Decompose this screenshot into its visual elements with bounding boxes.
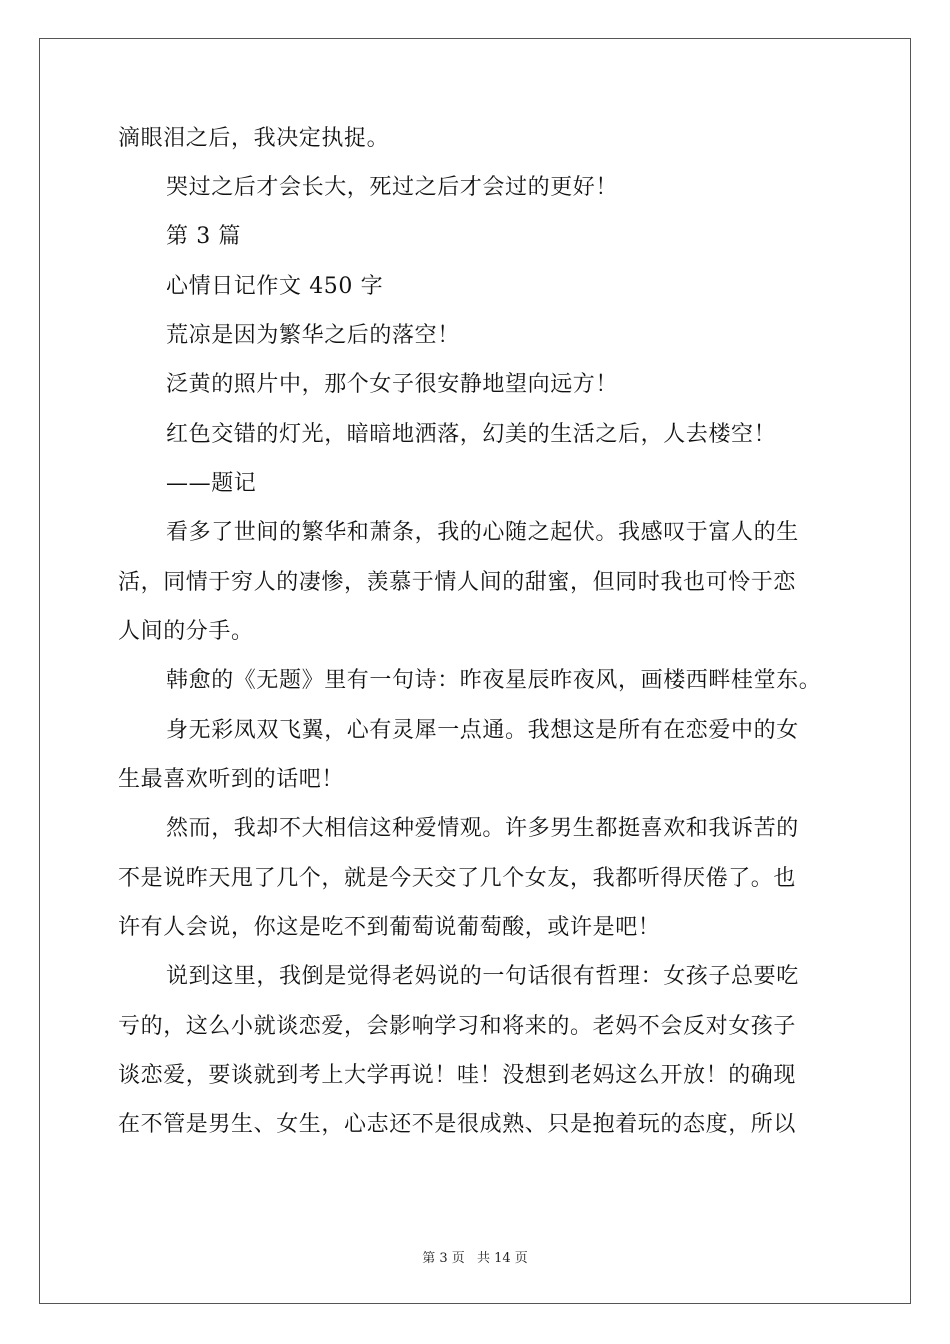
text-line: 生最喜欢听到的话吧！ xyxy=(118,767,345,792)
text-line: 红色交错的灯光，暗暗地洒落，幻美的生活之后，人去楼空！ xyxy=(166,422,777,447)
text-line: 韩愈的《无题》里有一句诗：昨夜星辰昨夜风，画楼西畔桂堂东。 xyxy=(166,668,822,693)
text-line: 第 3 篇 xyxy=(166,224,241,249)
page-footer xyxy=(0,1247,950,1266)
text-line: 说到这里，我倒是觉得老妈说的一句话很有哲理：女孩子总要吃 xyxy=(166,964,799,989)
text-line: 身无彩凤双飞翼，心有灵犀一点通。我想这是所有在恋爱中的女 xyxy=(166,718,799,743)
text-line: 活，同情于穷人的凄惨，羡慕于情人间的甜蜜，但同时我也可怜于恋 xyxy=(118,570,797,595)
text-line: 心情日记作文 450 字 xyxy=(166,274,384,299)
text-line: 谈恋爱，要谈就到考上大学再说！哇！没想到老妈这么开放！的确现 xyxy=(118,1063,797,1088)
text-line: 在不管是男生、女生，心志还不是很成熟、只是抱着玩的态度，所以 xyxy=(118,1112,797,1137)
text-line: 哭过之后才会长大，死过之后才会过的更好！ xyxy=(166,175,619,200)
text-line: 许有人会说，你这是吃不到葡萄说葡萄酸，或许是吧！ xyxy=(118,915,661,940)
text-line: 不是说昨天甩了几个，就是今天交了几个女友，我都听得厌倦了。也 xyxy=(118,866,797,891)
text-line: 看多了世间的繁华和萧条，我的心随之起伏。我感叹于富人的生 xyxy=(166,520,799,545)
text-line: ——题记 xyxy=(166,471,257,496)
text-line: 亏的，这么小就谈恋爱，会影响学习和将来的。老妈不会反对女孩子 xyxy=(118,1014,797,1039)
page-total: 共 14 页 xyxy=(476,1251,528,1266)
text-line: 荒凉是因为繁华之后的落空！ xyxy=(166,323,460,348)
text-line: 人间的分手。 xyxy=(118,619,254,644)
text-line: 滴眼泪之后，我决定执捉。 xyxy=(118,126,390,151)
text-line: 泛黄的照片中，那个女子很安静地望向远方！ xyxy=(166,372,619,397)
text-line: 然而，我却不大相信这种爱情观。许多男生都挺喜欢和我诉苦的 xyxy=(166,816,799,841)
page-number: 第 3 页 xyxy=(422,1251,465,1266)
